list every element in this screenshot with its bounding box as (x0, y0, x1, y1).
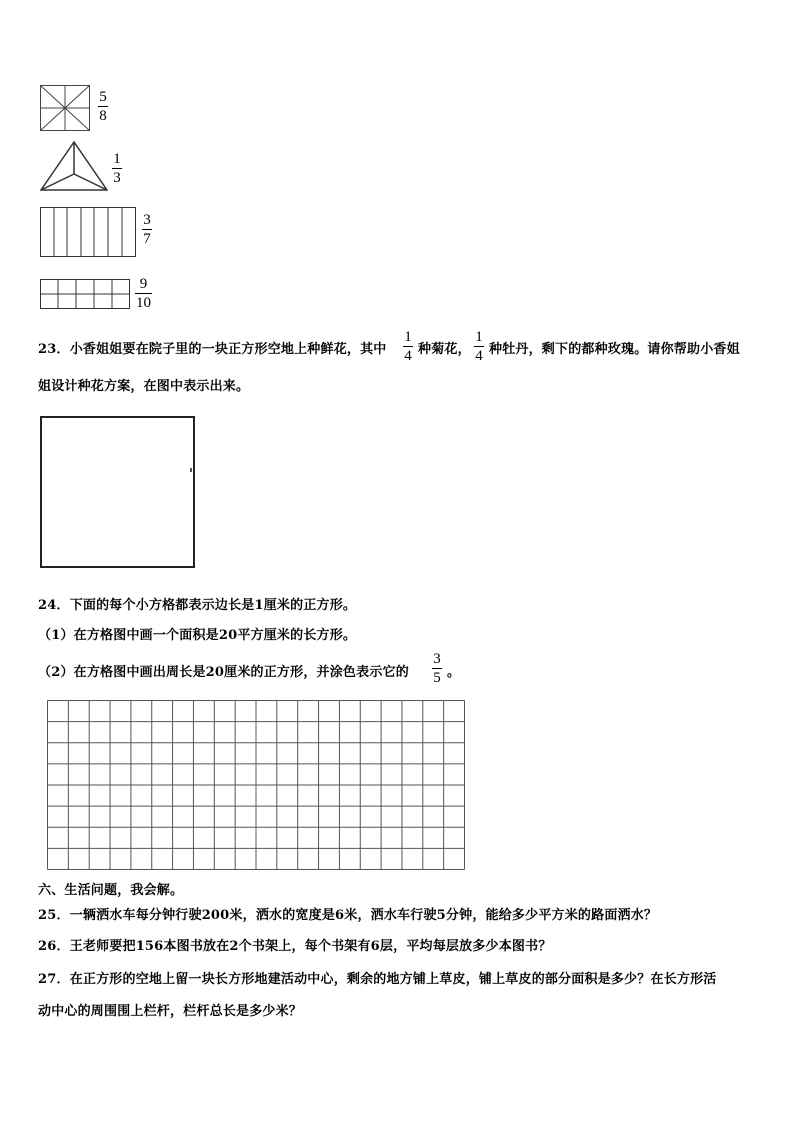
q24-title: 24．下面的每个小方格都表示边长是1厘米的正方形。 (38, 598, 357, 613)
q26-text: 26．王老师要把156本图书放在2个书架上，每个书架有6层，平均每层放多少本图书？ (38, 939, 552, 954)
rectangle-tenths-figure (40, 279, 130, 309)
triangle-thirds-figure (40, 141, 108, 191)
q23-fraction-one-quarter-a: 1 4 (404, 329, 412, 364)
q24-sub1: （1）在方格图中画一个面积是20平方厘米的长方形。 (38, 628, 357, 643)
q23-line1-mid: 种菊花， (418, 342, 471, 357)
q24-fraction-three-fifths: 3 5 (433, 651, 441, 686)
q27-line2: 动中心的周围围上栏杆，栏杆总长是多少米？ (38, 1004, 303, 1019)
q27-line1: 27．在正方形的空地上留一块长方形地建活动中心，剩余的地方铺上草皮，铺上草皮的部分面积是多少？在长方形活 (38, 972, 717, 987)
q24-sub2: （2）在方格图中画出周长是20厘米的正方形，并涂色表示它的 (38, 665, 409, 680)
fraction-one-third: 1 3 (113, 151, 121, 186)
q23-line1: 23．小香姐姐要在院子里的一块正方形空地上种鲜花，其中 (38, 342, 387, 357)
q23-line2: 姐设计种花方案，在图中表示出来。 (38, 379, 250, 394)
q23-line1-end: 种牡丹，剩下的都种玫瑰。请你帮助小香姐 (489, 342, 740, 357)
q23-square-mark (190, 468, 192, 472)
q23-fraction-one-quarter-b: 1 4 (475, 329, 483, 364)
q24-sub2-end: 。 (447, 665, 461, 680)
rectangle-sevenths-figure (40, 207, 136, 257)
square-eighths-figure (40, 85, 90, 131)
section6-heading: 六、生活问题，我会解。 (38, 883, 184, 898)
q24-square-grid[interactable] (47, 700, 465, 870)
fraction-three-sevenths: 3 7 (143, 212, 151, 247)
q23-square-drawing-area[interactable] (40, 416, 195, 568)
q25-text: 25．一辆洒水车每分钟行驶200米，洒水的宽度是6米，洒水车行驶5分钟，能给多少平方米的路面洒水？ (38, 908, 658, 923)
fraction-five-eighths: 5 8 (99, 89, 107, 124)
fraction-nine-tenths: 9 10 (136, 276, 151, 311)
